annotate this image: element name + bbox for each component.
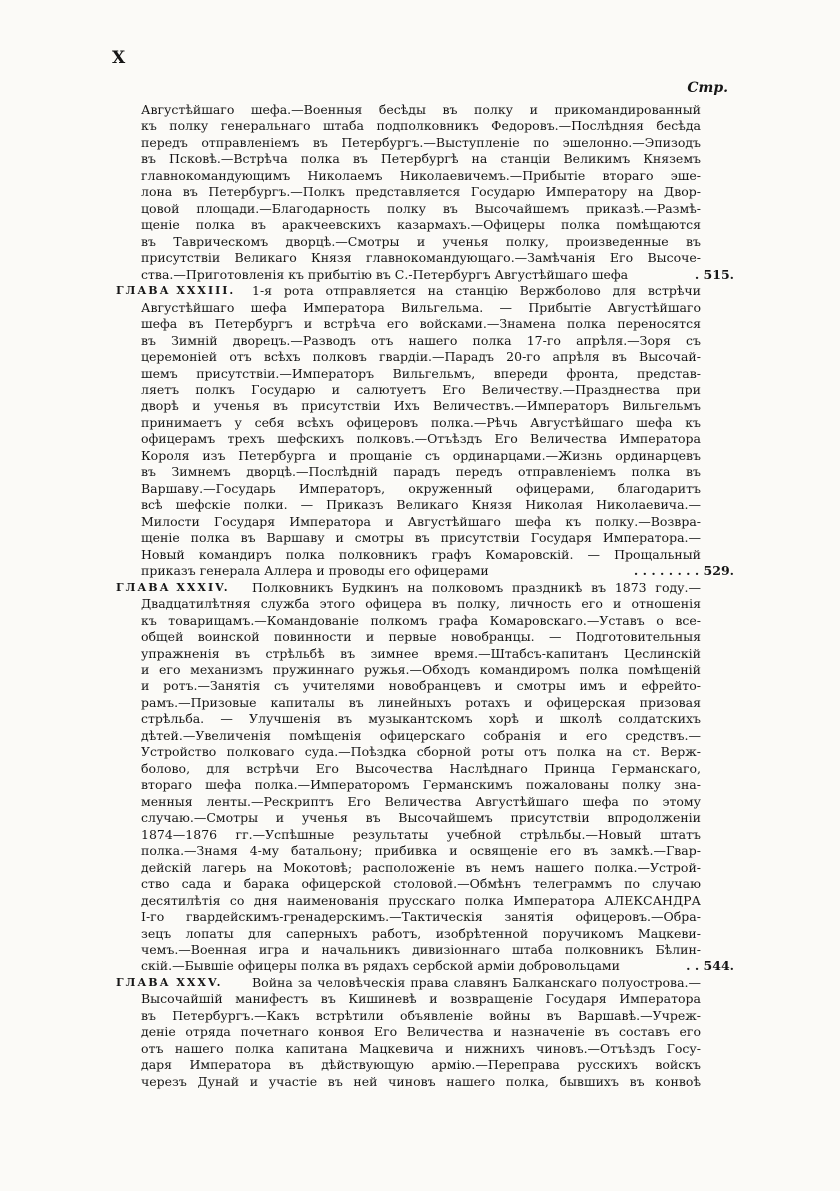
contents-line: Война за человѣческія права славянъ Балканскаго полуострова.— bbox=[252, 974, 701, 990]
contents-line: дворѣ и ученья въ присутствіи Ихъ Величествъ.—Императоръ Вильгельмъ bbox=[141, 398, 701, 414]
contents-line: шемъ присутствіи.—Императоръ Вильгельмъ, впереди фронта, представ- bbox=[141, 365, 701, 381]
contents-line: дейскій лагерь на Мокотовѣ; расположеніе въ немъ нашего полка.—Устрой- bbox=[141, 859, 701, 875]
contents-line: всѣ шефскіе полки. — Приказъ Великаго Князя Николая Николаевича.— bbox=[141, 497, 701, 513]
contents-line: присутствіи Великаго Князя главнокомандующаго.—Замѣчанія Его Высоче- bbox=[141, 250, 701, 266]
contents-line: десятилѣтія со дня наименованія прусскаго полка Императора АЛЕКСАНДРА bbox=[141, 892, 701, 908]
page-column-header: Стр. bbox=[687, 80, 728, 96]
contents-line: менныя ленты.—Рескриптъ Его Величества Августѣйшаго шефа по этому bbox=[141, 793, 701, 809]
contents-line: и ротъ.—Занятія съ учителями новобранцевъ и смотры имъ и ефрейто- bbox=[141, 678, 701, 694]
contents-line: скій.—Бывшіе офицеры полка въ рядахъ сербской арміи добровольцами bbox=[141, 958, 620, 974]
contents-line: рамъ.—Призовые капиталы въ линейныхъ ротахъ и офицерская призовая bbox=[141, 694, 701, 710]
contents-line: щеніе полка въ аракчеевскихъ казармахъ.—Офицеры полка помѣщаются bbox=[141, 217, 701, 233]
contents-line: въ Таврическомъ дворцѣ.—Смотры и ученья полку, произведенные въ bbox=[141, 233, 701, 249]
chapter-label: ГЛАВА XXXIV. bbox=[116, 580, 230, 594]
contents-line: деніе отряда почетнаго конвоя Его Величества и назначеніе въ составъ его bbox=[141, 1024, 701, 1040]
contents-line: общей воинской повинности и первые новобранцы. — Подготовительныя bbox=[141, 629, 701, 645]
contents-line: къ товарищамъ.—Командованіе полкомъ графа Комаровскаго.—Уставъ о все- bbox=[141, 612, 701, 628]
contents-line: Новый командиръ полка полковникъ графъ Комаровскій. — Прощальный bbox=[141, 546, 701, 562]
contents-line: чемъ.—Военная игра и начальникъ дивизіоннаго штаба полковникъ Бѣлин- bbox=[141, 941, 701, 957]
chapter-page-ref: . . 544. bbox=[686, 958, 734, 974]
contents-line: 1-я рота отправляется на станцію Вержболово для встрѣчи bbox=[252, 283, 701, 299]
contents-line: черезъ Дунай и участіе въ ней чиновъ нашего полка, бывшихъ въ конвоѣ bbox=[141, 1073, 701, 1089]
contents-line: приказъ генерала Аллера и проводы его офицерами bbox=[141, 563, 489, 579]
contents-line: передъ отправленіемъ въ Петербургъ.—Выступленіе по эшелонно.—Эпизодъ bbox=[141, 134, 701, 150]
contents-line: въ Зимнемъ дворцѣ.—Послѣдній парадъ передъ отправленіемъ полка въ bbox=[141, 464, 701, 480]
contents-line: случаю.—Смотры и ученья въ Высочайшемъ присутствіи впродолженіи bbox=[141, 810, 701, 826]
chapter-label: ГЛАВА XXXV. bbox=[116, 975, 223, 989]
contents-line: Двадцатилѣтняя служба этого офицера въ полку, личность его и отношенія bbox=[141, 596, 701, 612]
contents-line: Полковникъ Будкинъ на полковомъ праздникѣ въ 1873 году.— bbox=[252, 579, 701, 595]
chapter-label: ГЛАВА XXXIII. bbox=[116, 284, 236, 298]
contents-line: упражненія въ стрѣльбѣ въ зимнее время.—Штабсъ-капитанъ Цеслинскій bbox=[141, 645, 701, 661]
contents-line: Августѣйшаго шефа.—Военныя бесѣды въ полку и прикомандированный bbox=[141, 102, 701, 117]
contents-line: болово, для встрѣчи Его Высочества Наслѣднаго Принца Германскаго, bbox=[141, 760, 701, 776]
contents-line: офицерамъ трехъ шефскихъ полковъ.—Отъѣздъ Его Величества Императора bbox=[141, 431, 701, 447]
contents-line: отъ нашего полка капитана Мацкевича и нижнихъ чиновъ.—Отъѣздъ Госу- bbox=[141, 1040, 701, 1056]
page-number: X bbox=[112, 48, 126, 68]
contents-line: и его механизмъ пружиннаго ружья.—Обходъ командиромъ полка помѣщеній bbox=[141, 661, 701, 677]
contents-line: въ Псковѣ.—Встрѣча полка въ Петербургѣ на станціи Великимъ Княземъ bbox=[141, 151, 701, 167]
contents-line: полка.—Знамя 4-му батальону; прибивка и освященіе его въ замкѣ.—Гвар- bbox=[141, 843, 701, 859]
contents-line: зецъ лопаты для саперныхъ работъ, изобрѣтенной поручикомъ Мацкеви- bbox=[141, 925, 701, 941]
contents-line: Короля изъ Петербурга и прощаніе съ ординарцами.—Жизнь ординарцевъ bbox=[141, 447, 701, 463]
contents-line: Устройство полковаго суда.—Поѣздка сборной роты отъ полка на ст. Верж- bbox=[141, 744, 701, 760]
contents-line: втораго шефа полка.—Императоромъ Германскимъ пожалованы полку зна- bbox=[141, 777, 701, 793]
contents-line: стрѣльба. — Улучшенія въ музыкантскомъ хорѣ и школѣ солдатскихъ bbox=[141, 711, 701, 727]
contents-line: дѣтей.—Увеличенія помѣщенія офицерскаго собранія и его средствъ.— bbox=[141, 727, 701, 743]
contents-line: ляетъ полкъ Государю и салютуетъ Его Величеству.—Празднества при bbox=[141, 381, 701, 397]
contents-line: главнокомандующимъ Николаемъ Николаевичемъ.—Прибытіе втораго эше- bbox=[141, 167, 701, 183]
contents-line: къ полку генеральнаго штаба подполковникъ Федоровъ.—Послѣдняя бесѣда bbox=[141, 118, 701, 134]
contents-line: въ Петербургъ.—Какъ встрѣтили объявленіе войны въ Варшавѣ.—Учреж- bbox=[141, 1007, 701, 1023]
contents-line: лона въ Петербургъ.—Полкъ представляется Государю Императору на Двор- bbox=[141, 184, 701, 200]
contents-line: цовой площади.—Благодарность полку въ Высочайшемъ приказѣ.—Размѣ- bbox=[141, 200, 701, 216]
contents-line: церемоніей отъ всѣхъ полковъ гвардіи.—Парадъ 20-го апрѣля въ Высочай- bbox=[141, 349, 701, 365]
contents-line: принимаетъ у себя всѣхъ офицеровъ полка.—Рѣчь Августѣйшаго шефа къ bbox=[141, 414, 701, 430]
contents-line: Варшаву.—Государь Императоръ, окруженный офицерами, благодаритъ bbox=[141, 480, 701, 496]
contents-line: шефа въ Петербургъ и встрѣча его войсками.—Знамена полка переносятся bbox=[141, 316, 701, 332]
contents-line: Милости Государя Императора и Августѣйшаго шефа къ полку.—Возвра- bbox=[141, 513, 701, 529]
chapter-page-ref: . 515. bbox=[694, 266, 734, 282]
contents-line: 1874—1876 гг.—Успѣшные результаты учебной стрѣльбы.—Новый штатъ bbox=[141, 826, 701, 842]
contents-line: щеніе полка въ Варшаву и смотры въ присутствіи Государя Императора.— bbox=[141, 530, 701, 546]
contents-line: Августѣйшаго шефа Императора Вильгельма. — Прибытіе Августѣйшаго bbox=[141, 299, 701, 315]
contents-line: въ Зимній дворецъ.—Разводъ отъ нашего полка 17-го апрѣля.—Зоря съ bbox=[141, 332, 701, 348]
contents-line: I-го гвардейскимъ-гренадерскимъ.—Тактическія занятія офицеровъ.—Обра- bbox=[141, 909, 701, 925]
contents-line: ство сада и барака офицерской столовой.—Обмѣнъ телеграммъ по случаю bbox=[141, 876, 701, 892]
contents-line: Высочайшій манифестъ въ Кишиневѣ и возвращеніе Государя Императора bbox=[141, 991, 701, 1007]
contents-line: ства.—Приготовленія къ прибытію въ С.-Петербургъ Августѣйшаго шефа bbox=[141, 266, 629, 282]
chapter-page-ref: . . . . . . . . 529. bbox=[633, 563, 734, 579]
contents-line: даря Императора въ дѣйствующую армію.—Переправа русскихъ войскъ bbox=[141, 1057, 701, 1073]
